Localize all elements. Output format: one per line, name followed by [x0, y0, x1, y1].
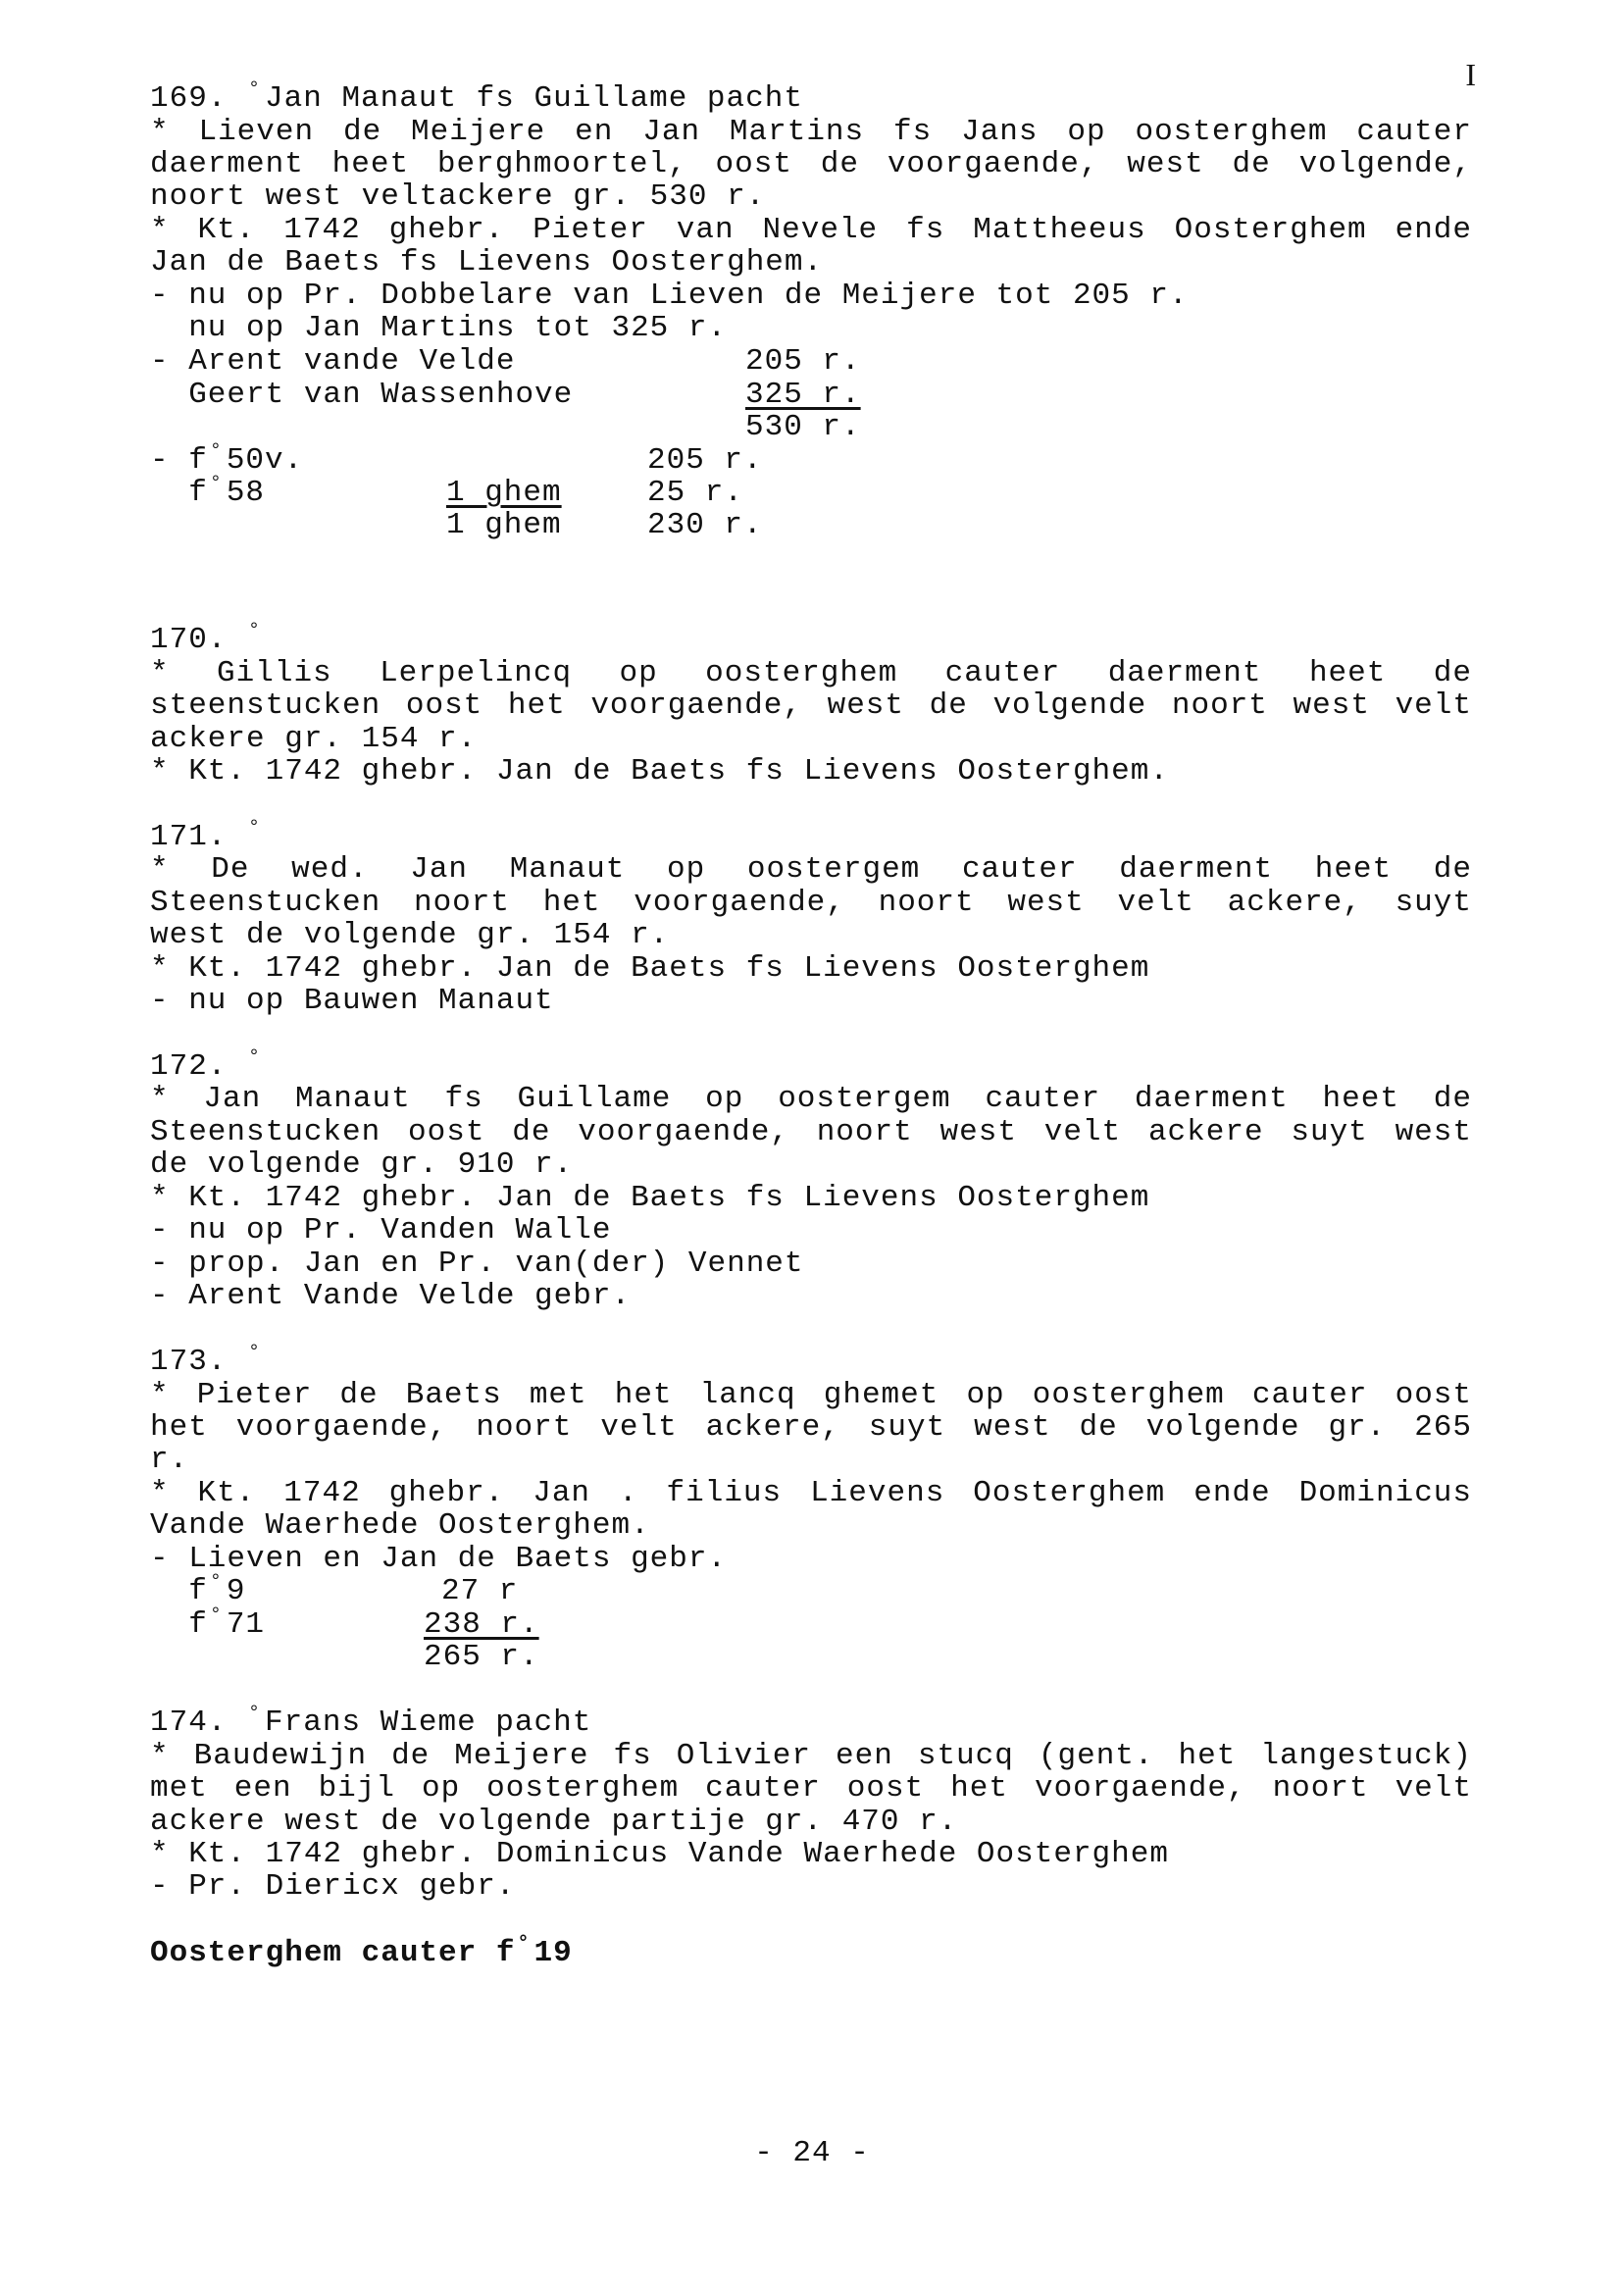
entry-172-line-3: de volgende gr. 910 r. [150, 1147, 574, 1182]
degree-mark: ° [248, 78, 262, 101]
ref-number: 9 [226, 1574, 246, 1608]
entry-174-line-3: ackere west de volgende partije gr. 470 r. [150, 1805, 958, 1839]
entry-171-line-1: * De wed. Jan Manaut op oostergem cauter daerment heet de [150, 852, 1472, 887]
table2-total-mid: 1 ghem [446, 508, 562, 542]
table3-row-1-value: 27 r [441, 1574, 519, 1608]
table2-total-value: 230 r. [647, 508, 763, 542]
table3-total-value: 265 r. [424, 1640, 539, 1674]
table1-row-1-value: 205 r. [745, 344, 861, 379]
table2-row-1-value: 205 r. [647, 443, 763, 478]
degree-mark: ° [248, 1046, 262, 1069]
degree-mark: ° [248, 1703, 262, 1725]
ref-prefix: - f [150, 443, 208, 478]
entry-169-line-7: nu op Jan Martins tot 325 r. [150, 311, 728, 345]
page-corner-mark: I [1465, 57, 1477, 92]
entry-171-line-2: Steenstucken noort het voorgaende, noort west velt ackere, suyt [150, 886, 1472, 920]
entry-171-line-5: - nu op Bauwen Manaut [150, 984, 554, 1018]
entry-173-line-1: * Pieter de Baets met het lancq ghemet op oosterghem cauter oost [150, 1378, 1472, 1412]
entry-172-line-1: * Jan Manaut fs Guillame op oostergem cauter daerment heet de [150, 1082, 1472, 1116]
entry-172-heading [150, 1046, 265, 1084]
degree-mark: ° [517, 1933, 531, 1956]
section-heading-suffix: 19 [533, 1936, 573, 1970]
entry-170-line-4: * Kt. 1742 ghebr. Jan de Baets fs Lievens Oosterghem. [150, 754, 1169, 789]
entry-174-heading [150, 1703, 592, 1740]
entry-172-line-4: * Kt. 1742 ghebr. Jan de Baets fs Lievens Oosterghem [150, 1181, 1150, 1215]
entry-169-heading [150, 78, 803, 116]
table2-row-2-ref [150, 473, 266, 510]
entry-172-line-2: Steenstucken oost de voorgaende, noort west velt ackere suyt west [150, 1115, 1472, 1149]
entry-174-line-4: * Kt. 1742 ghebr. Dominicus Vande Waerhede Oosterghem [150, 1837, 1169, 1871]
ref-number: 58 [226, 476, 266, 510]
entry-number: 169. [150, 81, 228, 116]
section-heading-text: Oosterghem cauter f [150, 1936, 516, 1970]
entry-number: 174. [150, 1706, 228, 1740]
entry-169-line-5: Jan de Baets fs Lievens Oosterghem. [150, 245, 824, 280]
entry-173-line-4: * Kt. 1742 ghebr. Jan . filius Lievens Oosterghem ende Dominicus [150, 1476, 1472, 1510]
entry-number: 170. [150, 623, 228, 657]
entry-169-line-1: * Lieven de Meijere en Jan Martins fs Jans op oosterghem cauter [150, 115, 1472, 149]
entry-number: 171. [150, 820, 228, 854]
table2-row-2-mid: 1 ghem [446, 476, 562, 510]
ref-prefix: f [150, 1607, 208, 1642]
entry-number: 173. [150, 1345, 228, 1379]
ref-number: 50v. [226, 443, 304, 478]
entry-173-line-2: het voorgaende, noort velt ackere, suyt west de volgende gr. 265 [150, 1410, 1472, 1445]
entry-174-line-5: - Pr. Diericx gebr. [150, 1869, 516, 1904]
table1-row-2-value: 325 r. [745, 378, 861, 412]
entry-169-line-6: - nu op Pr. Dobbelare van Lieven de Meijere tot 205 r. [150, 279, 1189, 313]
entry-170-heading [150, 620, 265, 657]
entry-169-line-3: noort west veltackere gr. 530 r. [150, 179, 766, 214]
entry-172-line-6: - prop. Jan en Pr. van(der) Vennet [150, 1247, 804, 1281]
entry-head-text: Jan Manaut fs Guillame pacht [265, 81, 803, 116]
table2-row-2-value: 25 r. [647, 476, 744, 510]
entry-173-line-5: Vande Waerhede Oosterghem. [150, 1508, 650, 1543]
entry-173-line-6: - Lieven en Jan de Baets gebr. [150, 1542, 728, 1576]
table1-row-2-name: Geert van Wassenhove [150, 378, 574, 412]
entry-170-line-3: ackere gr. 154 r. [150, 722, 478, 756]
entry-174-line-1: * Baudewijn de Meijere fs Olivier een stucq (gent. het langestuck) [150, 1739, 1472, 1773]
table2-row-2-mid-value [446, 477, 761, 510]
ref-number: 71 [226, 1607, 266, 1642]
entry-171-line-4: * Kt. 1742 ghebr. Jan de Baets fs Lievens Oosterghem [150, 951, 1150, 986]
entry-169-line-4: * Kt. 1742 ghebr. Pieter van Nevele fs Mattheeus Oosterghem ende [150, 213, 1472, 247]
table2-row-1-ref [150, 440, 304, 478]
degree-mark: ° [209, 1571, 223, 1594]
table3-row-2-value: 238 r. [424, 1607, 539, 1642]
degree-mark: ° [248, 1342, 262, 1364]
table1-total-value: 530 r. [745, 410, 861, 444]
entry-170-line-1: * Gillis Lerpelincq op oosterghem cauter daerment heet de [150, 656, 1472, 690]
entry-172-line-7: - Arent Vande Velde gebr. [150, 1279, 632, 1313]
entry-172-line-5: - nu op Pr. Vanden Walle [150, 1213, 612, 1247]
degree-mark: ° [248, 620, 262, 642]
degree-mark: ° [209, 440, 223, 463]
page-number: - 24 - [754, 2136, 870, 2170]
section-heading [150, 1933, 573, 1970]
table3-row-1-ref [150, 1571, 246, 1608]
entry-171-line-3: west de volgende gr. 154 r. [150, 918, 670, 952]
entry-169-line-2: daerment heet berghmoortel, oost de voorgaende, west de volgende, [150, 147, 1472, 181]
table3-row-2-ref [150, 1604, 266, 1642]
degree-mark: ° [209, 473, 223, 495]
table1-row-1-name: - Arent vande Velde [150, 344, 516, 379]
ref-prefix: f [150, 1574, 208, 1608]
entry-170-line-2: steenstucken oost het voorgaende, west de volgende noort west velt [150, 688, 1472, 723]
entry-171-heading [150, 817, 265, 854]
entry-173-line-3: r. [150, 1443, 189, 1477]
entry-173-heading [150, 1342, 265, 1379]
entry-number: 172. [150, 1049, 228, 1084]
entry-head-text: Frans Wieme pacht [265, 1706, 592, 1740]
entry-174-line-2: met een bijl op oosterghem cauter oost het voorgaende, noort velt [150, 1771, 1472, 1806]
degree-mark: ° [248, 817, 262, 840]
degree-mark: ° [209, 1604, 223, 1627]
ref-prefix: f [150, 476, 208, 510]
